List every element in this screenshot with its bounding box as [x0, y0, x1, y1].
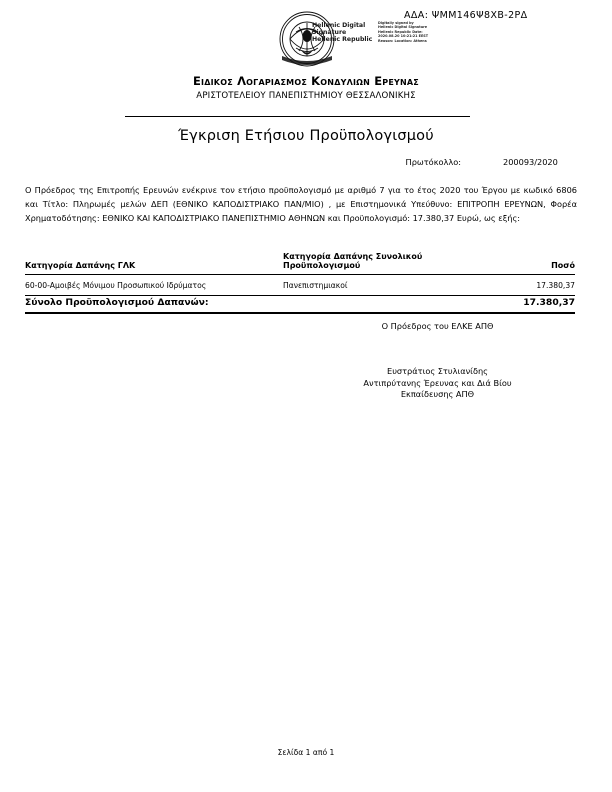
- budget-total-row: [25, 297, 575, 314]
- page-title: Έγκριση Ετήσιου Προϋπολογισμού: [178, 128, 434, 144]
- column-header-category-glk: Κατηγορία Δαπάνης ΓΛΚ: [25, 252, 283, 275]
- signature-block: [300, 366, 575, 401]
- cell-amount: 17.380,37: [493, 275, 575, 296]
- table-header-row: [25, 252, 575, 275]
- seal-detail-text: Digitally signed by Hellenic Digital Signature Hellenic Republic Date: 2020.08.20 10:21:21 EEST Reason: Location: Athens: [378, 21, 429, 43]
- signer-role-line-2: Εκπαίδευσης ΑΠΘ: [400, 389, 475, 400]
- header-divider: [125, 116, 470, 117]
- budget-total-label: Σύνολο Προϋπολογισμού Δαπανών:: [25, 297, 209, 308]
- table-head: [25, 252, 575, 275]
- column-header-category-total: Κατηγορία Δαπάνης Συνολικού Προϋπολογισμού: [283, 252, 493, 275]
- cell-category-glk: 60-00-Αμοιβές Μόνιμου Προσωπικού Ιδρύματος: [25, 275, 283, 296]
- column-header-amount: Ποσό: [493, 252, 575, 275]
- ada-code: ΑΔΑ: ΨΜΜ146Ψ8ΧΒ-2ΡΔ: [404, 10, 528, 21]
- organisation-subtitle: ΑΡΙΣΤΟΤΕΛΕΙΟΥ ΠΑΝΕΠΙΣΤΗΜΙΟΥ ΘΕΣΣΑΛΟΝΙΚΗΣ: [196, 91, 416, 101]
- protocol-label: Πρωτόκολλο:: [405, 157, 461, 167]
- organisation-name: Ειδικοσ Λογαριασμοσ Κονδυλιων Ερευνασ: [193, 74, 419, 88]
- seal-label: Hellenic Digital Signature Hellenic Republic: [312, 22, 373, 44]
- body-paragraph: Ο Πρόεδρος της Επιτροπής Ερευνών ενέκρινε τον ετήσιο προϋπολογισμό με αριθμό 7 για το έτος 2020 του Έργου με κωδικό 6806 και Τίτλο: Πληρωμές μελών ΔΕΠ (ΕΘΝΙΚΟ ΚΑΠΟΔΙΣΤΡΙΑΚΟ ΠΑΝ/ΜΙΟ) , με Επιστημονικά Υπεύθυνο: ΕΠΙΤΡΟΠΗ ΕΡΕΥΝΩΝ, Φορέα Χρηματοδότησης: ΕΘΝΙΚΟ ΚΑΙ ΚΑΠΟΔΙΣΤΡΙΑΚΟ ΠΑΝΕΠΙΣΤΗΜΙΟ ΑΘΗΝΩΝ και Προϋπολογισμό: 17.380,37 Ευρώ, ως εξής:: [25, 185, 577, 224]
- budget-table: [25, 252, 575, 296]
- chairman-line: Ο Πρόεδρος του ΕΛΚΕ ΑΠΘ: [381, 321, 494, 331]
- table-body: [25, 275, 575, 296]
- page-footer: Σελίδα 1 από 1: [277, 748, 335, 757]
- protocol-value: 200093/2020: [503, 157, 558, 167]
- signer-name: Ευστράτιος Στυλιανίδης: [387, 366, 488, 376]
- digital-signature-seal: [278, 10, 429, 68]
- protocol-row: [300, 157, 575, 167]
- budget-total-value: 17.380,37: [523, 297, 575, 308]
- cell-category-total: Πανεπιστημιακοί: [283, 275, 493, 296]
- signer-role-line-1: Αντιπρύτανης Έρευνας και Διά Βίου: [363, 377, 512, 388]
- table-row: [25, 275, 575, 296]
